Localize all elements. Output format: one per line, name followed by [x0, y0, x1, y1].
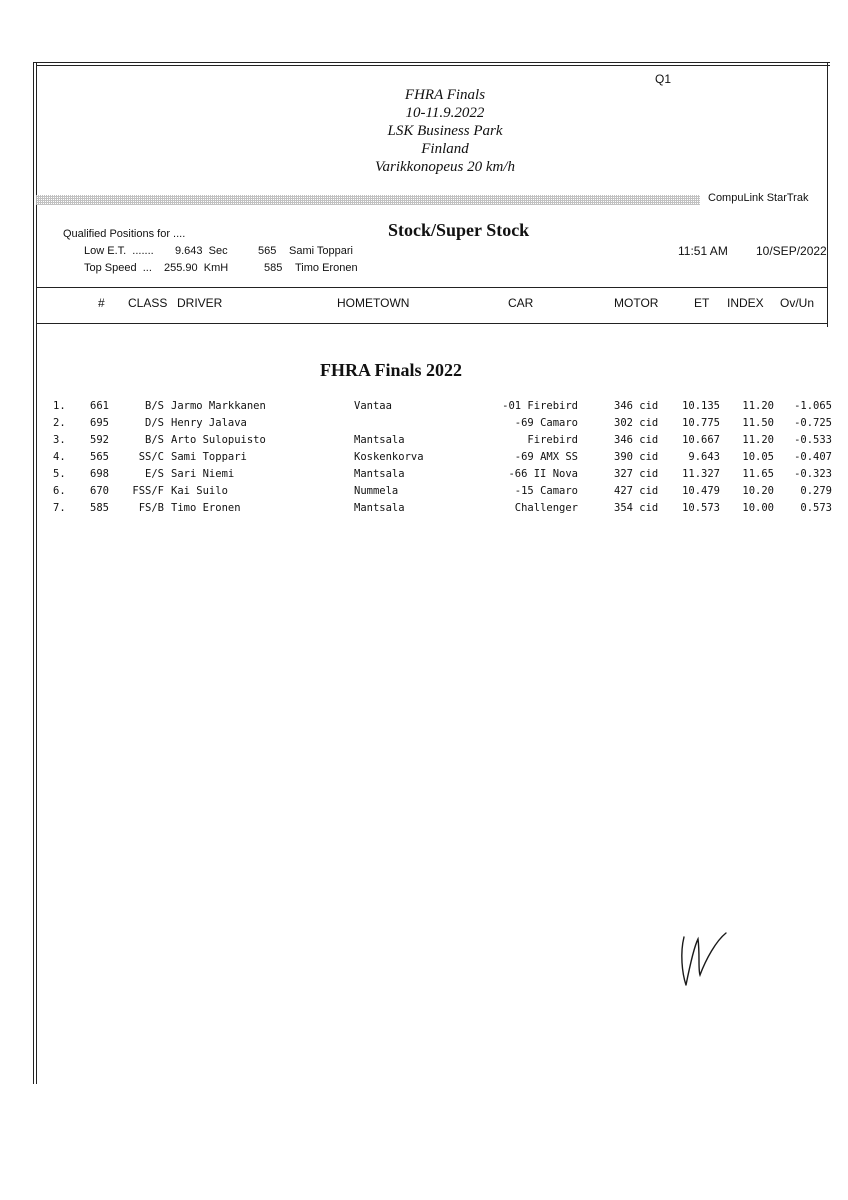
hometown-cell: Mantsala	[354, 502, 405, 514]
index-cell: 11.20	[742, 400, 774, 412]
event-header	[340, 86, 550, 176]
pos-cell: 7.	[53, 502, 66, 514]
frame-top-line	[33, 62, 830, 63]
number-cell: 661	[90, 400, 109, 412]
class-title: Stock/Super Stock	[388, 220, 530, 240]
ovun-cell: 0.279	[800, 485, 832, 497]
car-cell: -15 Camaro	[514, 485, 578, 497]
driver-cell: Sami Toppari	[171, 451, 247, 463]
number-cell: 698	[90, 468, 109, 480]
ovun-cell: -0.407	[794, 451, 832, 463]
motor-cell: 346 cid	[614, 434, 659, 446]
col-et: ET	[694, 296, 710, 310]
hometown-cell: Koskenkorva	[354, 451, 424, 463]
table-row	[0, 468, 848, 485]
index-cell: 10.05	[742, 451, 774, 463]
index-cell: 10.00	[742, 502, 774, 514]
table-row	[0, 502, 848, 519]
et-cell: 11.327	[682, 468, 720, 480]
pos-cell: 6.	[53, 485, 66, 497]
car-cell: Firebird	[527, 434, 578, 446]
col-class: CLASS	[128, 296, 168, 310]
class-cell: E/S	[145, 468, 164, 480]
class-cell: B/S	[145, 400, 164, 412]
car-cell: Challenger	[514, 502, 578, 514]
ovun-cell: -0.725	[794, 417, 832, 429]
class-cell: B/S	[145, 434, 164, 446]
driver-cell: Kai Suilo	[171, 485, 228, 497]
col-number: #	[98, 296, 105, 310]
index-cell: 11.65	[742, 468, 774, 480]
et-cell: 9.643	[688, 451, 720, 463]
number-cell: 670	[90, 485, 109, 497]
table-row	[0, 417, 848, 434]
ovun-cell: 0.573	[800, 502, 832, 514]
frame-top-inner-line	[36, 65, 830, 66]
frame-left-line	[33, 62, 34, 1084]
driver-cell: Henry Jalava	[171, 417, 247, 429]
pit-speed-note: Varikkonopeus 20 km/h	[375, 159, 515, 175]
col-car: CAR	[508, 296, 534, 310]
number-cell: 695	[90, 417, 109, 429]
report-time: 11:51 AM	[678, 244, 728, 258]
car-cell: -69 Camaro	[514, 417, 578, 429]
number-cell: 565	[90, 451, 109, 463]
ovun-cell: -1.065	[794, 400, 832, 412]
event-venue: LSK Business Park	[387, 123, 503, 139]
hometown-cell: Mantsala	[354, 468, 405, 480]
et-cell: 10.573	[682, 502, 720, 514]
frame-left-inner-line	[36, 62, 37, 1084]
top-speed-label: Top Speed ...	[84, 262, 152, 274]
section-title: FHRA Finals 2022	[320, 360, 463, 380]
number-cell: 585	[90, 502, 109, 514]
index-cell: 10.20	[742, 485, 774, 497]
pos-cell: 3.	[53, 434, 66, 446]
report-date: 10/SEP/2022	[756, 244, 827, 258]
qualified-title: Qualified Positions for ....	[63, 228, 186, 240]
col-driver: DRIVER	[177, 296, 223, 310]
ovun-cell: -0.323	[794, 468, 832, 480]
hometown-cell: Mantsala	[354, 434, 405, 446]
car-cell: -66 II Nova	[508, 468, 578, 480]
top-speed-driver: Timo Eronen	[295, 262, 358, 274]
motor-cell: 302 cid	[614, 417, 659, 429]
car-cell: -01 Firebird	[502, 400, 578, 412]
index-cell: 11.50	[742, 417, 774, 429]
event-dates: 10-11.9.2022	[405, 105, 485, 121]
table-row	[0, 400, 848, 417]
class-cell: FS/B	[138, 502, 164, 514]
ovun-cell: -0.533	[794, 434, 832, 446]
class-cell: SS/C	[138, 451, 164, 463]
motor-cell: 427 cid	[614, 485, 659, 497]
class-cell: D/S	[145, 417, 164, 429]
event-country: Finland	[421, 141, 469, 157]
driver-cell: Arto Sulopuisto	[171, 434, 266, 446]
col-index: INDEX	[727, 296, 764, 310]
et-cell: 10.667	[682, 434, 720, 446]
et-cell: 10.479	[682, 485, 720, 497]
et-cell: 10.135	[682, 400, 720, 412]
col-hometown: HOMETOWN	[337, 296, 410, 310]
hometown-cell: Vantaa	[354, 400, 392, 412]
top-speed-car: 585	[264, 262, 283, 274]
top-speed-value: 255.90 KmH	[164, 262, 229, 274]
frame-right-line	[827, 62, 828, 327]
pos-cell: 1.	[53, 400, 66, 412]
header-rule-top	[36, 287, 827, 288]
pos-cell: 5.	[53, 468, 66, 480]
pos-cell: 2.	[53, 417, 66, 429]
motor-cell: 327 cid	[614, 468, 659, 480]
et-cell: 10.775	[682, 417, 720, 429]
motor-cell: 346 cid	[614, 400, 659, 412]
handwritten-signature	[676, 925, 736, 995]
hatched-divider	[36, 195, 700, 205]
class-cell: FSS/F	[132, 485, 164, 497]
low-et-label: Low E.T. .......	[84, 245, 154, 257]
low-et-car: 565	[258, 245, 277, 257]
table-row	[0, 451, 848, 468]
page-code: Q1	[655, 72, 672, 86]
car-cell: -69 AMX SS	[514, 451, 578, 463]
motor-cell: 354 cid	[614, 502, 659, 514]
col-ovun: Ov/Un	[780, 296, 815, 310]
event-name: FHRA Finals	[404, 87, 486, 103]
pos-cell: 4.	[53, 451, 66, 463]
driver-cell: Jarmo Markkanen	[171, 400, 266, 412]
driver-cell: Timo Eronen	[171, 502, 241, 514]
software-credit: CompuLink StarTrak	[708, 192, 809, 204]
hometown-cell: Nummela	[354, 485, 399, 497]
low-et-value: 9.643 Sec	[175, 245, 228, 257]
header-rule-bottom	[36, 323, 827, 324]
number-cell: 592	[90, 434, 109, 446]
motor-cell: 390 cid	[614, 451, 659, 463]
table-row	[0, 485, 848, 502]
table-row	[0, 434, 848, 451]
low-et-driver: Sami Toppari	[289, 245, 353, 257]
col-motor: MOTOR	[614, 296, 659, 310]
index-cell: 11.20	[742, 434, 774, 446]
driver-cell: Sari Niemi	[171, 468, 235, 480]
